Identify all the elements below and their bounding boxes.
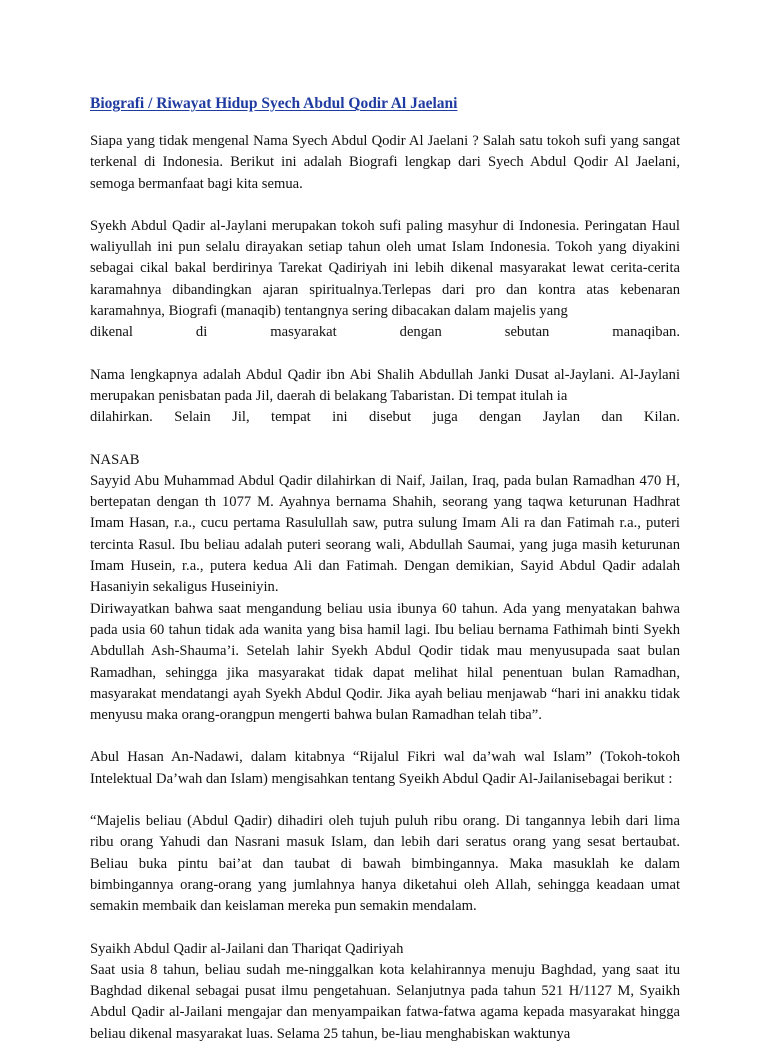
paragraph-gap <box>90 790 680 811</box>
section-heading-thariqat: Syaikh Abdul Qadir al-Jailani dan Thariqat Qadiriyah <box>90 940 404 957</box>
paragraph-quote: “Majelis beliau (Abdul Qadir) dihadiri oleh tujuh puluh ribu orang. Di tangannya lebih dari lima ribu orang Yahudi dan Nasrani masuk Islam, dan lebih dari seratus orang yang sesat bertaubat. Beliau buka pintu bai’at dan taubat di bawah bimbingannya. Maka masuklah ke dalam bimbingannya orang-orang yang jumlahnya hanya diketahui oleh Allah, sehingga keadaan umat semakin membaik dan keislaman mereka pun semakin mendalam. <box>90 813 680 915</box>
paragraph-gap <box>90 429 680 450</box>
paragraph-nasab: Sayyid Abu Muhammad Abdul Qadir dilahirkan di Naif, Jailan, Iraq, pada bulan Ramadhan 470 H, bertepatan dengan th 1077 M. Ayahnya bernama Shahih, seorang yang taqwa keturunan Hadhrat Imam Hasan, r.a., cucu pertama Rasulullah saw, putra sulung Imam Ali ra dan Fatimah r.a., puteri tercinta Rasul. Ibu beliau adalah puteri seorang wali, Abdullah Saumai, yang juga masih keturunan Imam Husein, r.a., putera kedua Ali dan Fatimah. Dengan demikian, Sayid Abdul Qadir adalah Hasaniyin sekaligus Huseiniyin. <box>90 472 680 596</box>
paragraph-gap <box>90 918 680 939</box>
paragraph-nadawi: Abul Hasan An-Nadawi, dalam kitabnya “Rijalul Fikri wal da’wah wal Islam” (Tokoh-tokoh Intelektual Da’wah dan Islam) mengisahkan tentang Syeikh Abdul Qadir Al-Jailanisebagai berikut : <box>90 749 680 787</box>
paragraph-biography-last-line: dikenal di masyarakat dengan sebutan manaqiban. <box>90 324 680 341</box>
section-heading-nasab: NASAB <box>90 451 140 468</box>
document-page <box>90 94 680 1045</box>
paragraph-birth-story: Diriwayatkan bahwa saat mengandung beliau usia ibunya 60 tahun. Ada yang menyatakan bahwa pada usia 60 tahun tidak ada wanita yang bisa hamil lagi. Ibu beliau bernama Fathimah binti Syekh Abdullah Ash-Shauma’i. Setelah lahir Syekh Abdul Qodir tidak mau menyusupada saat bulan Ramadhan, sehingga jika masyarakat tidak dapat melihat hilal penentuan bulan Ramadhan, masyarakat mendatangi ayah Syekh Abdul Qodir. Jika ayah beliau menjawab “hari ini anakku tidak menyusu maka orang-orangpun mengerti bahwa bulan Ramadhan telah tiba”. <box>90 600 680 724</box>
paragraph-gap <box>90 344 680 365</box>
paragraph-intro: Siapa yang tidak mengenal Nama Syech Abdul Qodir Al Jaelani ? Salah satu tokoh sufi yang sangat terkenal di Indonesia. Berikut ini adalah Biografi lengkap dari Syech Abdul Qodir Al Jaelani, semoga bermanfaat bagi kita semua. <box>90 133 680 192</box>
paragraph-full-name-last-line: dilahirkan. Selain Jil, tempat ini disebut juga dengan Jaylan dan Kilan. <box>90 409 680 426</box>
paragraph-biography: Syekh Abdul Qadir al-Jaylani merupakan tokoh sufi paling masyhur di Indonesia. Peringatan Haul waliyullah ini pun selalu dirayakan setiap tahun oleh umat Islam Indonesia. Tokoh yang diyakini sebagai cikal bakal berdirinya Tarekat Qadiriyah ini lebih dikenal masyarakat lewat cerita-cerita karamahnya dibandingkan ajaran spiritualnya.Terlepas dari pro dan kontra atas kebenaran karamahnya, Biografi (manaqib) tentangnya sering dibacakan dalam majelis yang <box>90 217 680 320</box>
paragraph-gap <box>90 195 680 216</box>
paragraph-gap <box>90 726 680 747</box>
paragraph-full-name: Nama lengkapnya adalah Abdul Qadir ibn Abi Shalih Abdullah Janki Dusat al-Jaylani. Al-Jaylani merupakan penisbatan pada Jil, daerah di belakang Tabaristan. Di tempat itulah ia <box>90 366 680 404</box>
paragraph-baghdad: Saat usia 8 tahun, beliau sudah me-ninggalkan kota kelahirannya menuju Baghdad, yang saat itu Baghdad dikenal sebagai pusat ilmu pengetahuan. Selanjutnya pada tahun 521 H/1127 M, Syaikh Abdul Qadir al-Jailani mengajar dan menyampaikan fatwa-fatwa agama kepada masyarakat hingga beliau dikenal masyarakat luas. Selama 25 tahun, be-liau menghabiskan waktunya <box>90 961 680 1042</box>
document-title[interactable]: Biografi / Riwayat Hidup Syech Abdul Qodir Al Jaelani <box>90 95 458 112</box>
